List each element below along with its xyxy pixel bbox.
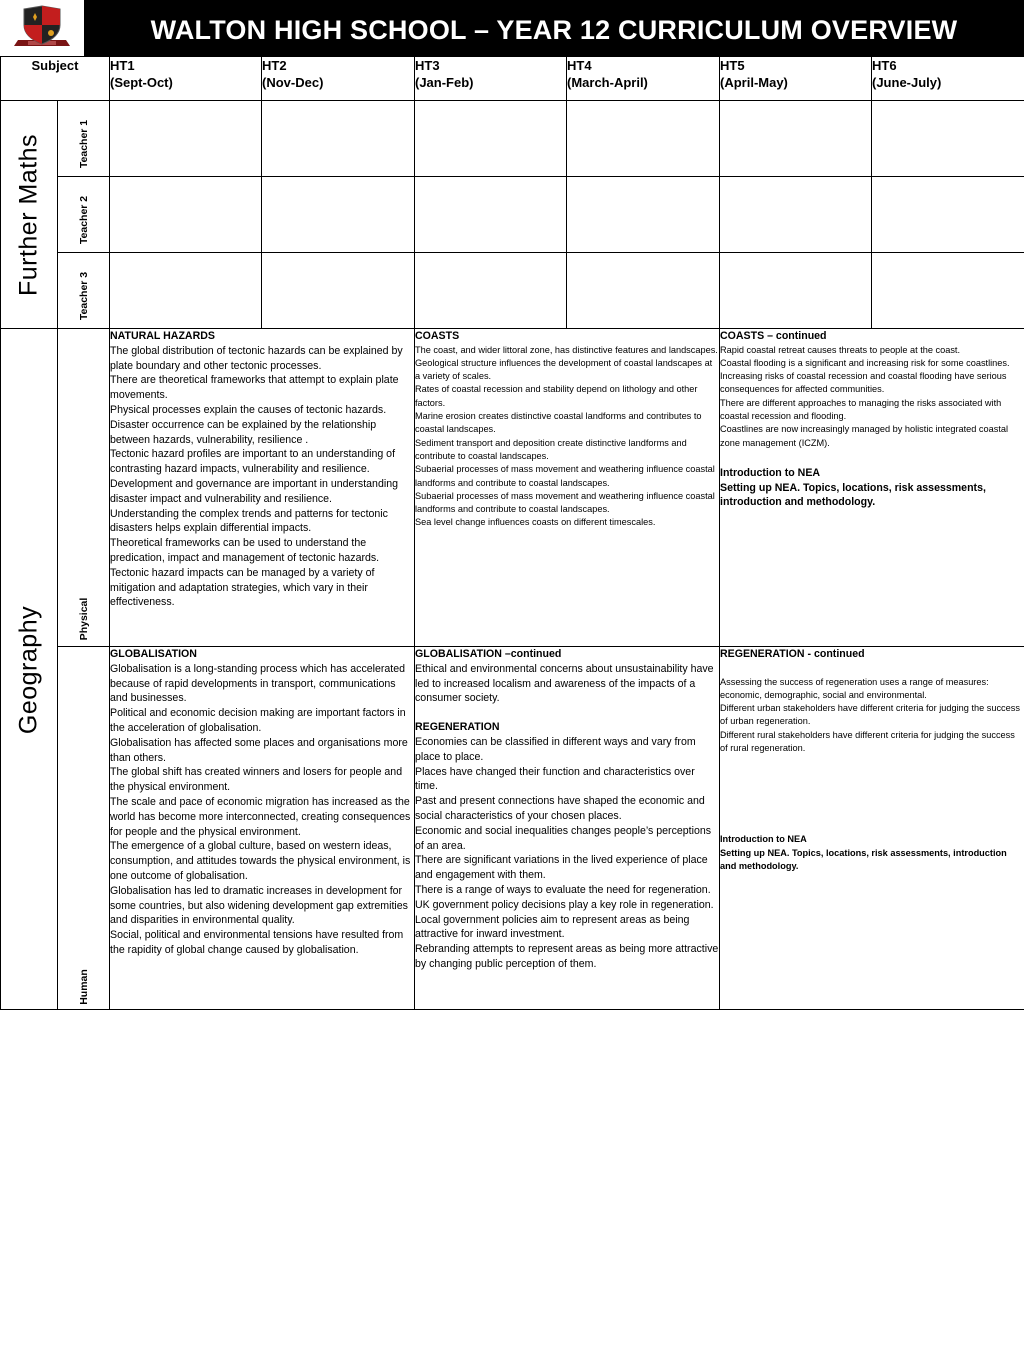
nea-text: Setting up NEA. Topics, locations, risk assessments, introduction and methodology. <box>720 481 986 509</box>
content-line: Coastal flooding is a significant and increasing risk for some coastlines. <box>720 357 1010 368</box>
content-line: Tectonic hazard impacts can be managed by a variety of mitigation and adaptation strategies, which vary in their effectiveness. <box>110 566 375 609</box>
content-line: Physical processes explain the causes of tectonic hazards. <box>110 403 387 416</box>
content-line: Development and governance are important in understanding disaster impact and vulnerability and resilience. <box>110 477 398 505</box>
ht4-column-header <box>567 57 720 101</box>
content-line: Past and present connections have shaped the economic and social characteristics of your chosen places. <box>415 795 705 822</box>
ht5-column-header <box>720 57 872 101</box>
timetable-cell <box>720 101 872 177</box>
content-line: Tectonic hazard profiles are important to an understanding of contrasting hazard impacts, vulnerability and resilience. <box>110 448 396 476</box>
timetable-cell <box>720 177 872 253</box>
content-line: Marine erosion creates distinctive coastal landforms and contributes to coastal landscapes. <box>415 411 702 435</box>
subject-label: Further Maths <box>14 133 43 297</box>
term-label: HT5 <box>720 58 745 73</box>
term-label: HT2 <box>262 58 287 73</box>
page-header <box>0 0 1024 56</box>
topic-heading: GLOBALISATION –continued <box>415 648 562 660</box>
content-line: Subaerial processes of mass movement and weathering influence coastal landforms and contribute to coastal landscapes. <box>415 490 715 515</box>
further-maths-subject-cell <box>1 101 58 329</box>
timetable-cell <box>872 101 1024 177</box>
content-line: Sea level change influences coasts on different timescales. <box>415 517 656 528</box>
page-title: WALTON HIGH SCHOOL – YEAR 12 CURRICULUM OVERVIEW <box>150 15 958 45</box>
term-label: HT1 <box>110 58 135 73</box>
term-label: HT3 <box>415 58 440 73</box>
physical-label-cell <box>58 329 110 647</box>
content-line: Places have changed their function and characteristics over time. <box>415 765 695 793</box>
teacher-label-cell <box>58 177 110 253</box>
content-line: Local government policies aim to represent areas as being attractive for inward investment. <box>415 913 690 941</box>
topic-heading: REGENERATION - continued <box>720 648 865 660</box>
nea-title: Introduction to NEA <box>720 834 807 845</box>
geography-subject-cell <box>1 329 58 1010</box>
timetable-cell <box>872 177 1024 253</box>
content-line: The scale and pace of economic migration has increased as the world has become more interconnected, creating consequences for people and the physical environment. <box>110 795 411 838</box>
content-line: Globalisation is a long-standing process which has accelerated because of rapid developments in transport, communications and businesses. <box>110 662 406 705</box>
term-dates: (March-April) <box>567 75 648 90</box>
content-line: There are different approaches to managing the risks associated with coastal recession and flooding. <box>720 397 1002 422</box>
topic-heading: COASTS – continued <box>720 330 827 342</box>
ht6-column-header <box>872 57 1024 101</box>
content-line: There is a range of ways to evaluate the need for regeneration. <box>415 883 711 896</box>
term-label: HT6 <box>872 58 897 73</box>
term-dates: (Jan-Feb) <box>415 75 474 90</box>
teacher-label: Teacher 1 <box>77 119 90 169</box>
timetable-cell <box>720 253 872 329</box>
content-line: Disaster occurrence can be explained by the relationship between hazards, vulnerability, resilience . <box>110 418 377 446</box>
timetable-cell <box>415 101 567 177</box>
school-crest-logo <box>0 0 84 56</box>
content-line: Rapid coastal retreat causes threats to people at the coast. <box>720 344 961 355</box>
ht2-column-header <box>262 57 415 101</box>
timetable-cell <box>567 101 720 177</box>
timetable-cell <box>262 177 415 253</box>
term-dates: (Sept-Oct) <box>110 75 173 90</box>
content-line: There are significant variations in the lived experience of place and engagement with them. <box>415 854 708 882</box>
topic-heading: REGENERATION <box>415 721 500 734</box>
term-dates: (Nov-Dec) <box>262 75 324 90</box>
timetable-cell <box>567 177 720 253</box>
content-line: Assessing the success of regeneration uses a range of measures: economic, demographic, social and environmental. <box>720 676 989 700</box>
timetable-cell <box>110 101 262 177</box>
strand-label: Human <box>77 969 90 1005</box>
teacher-label: Teacher 3 <box>77 271 90 321</box>
content-line: Different urban stakeholders have different criteria for judging the success of urban regeneration. <box>720 703 1020 727</box>
content-line: Rates of coastal recession and stability depend on lithology and other factors. <box>415 384 698 408</box>
term-dates: (April-May) <box>720 75 788 90</box>
curriculum-table <box>0 56 1024 1010</box>
coasts-continued-cell <box>720 329 1024 647</box>
content-line: The emergence of a global culture, based on western ideas, consumption, and attitudes towards the physical environment, is one outcome of globalisation. <box>110 840 411 882</box>
timetable-cell <box>110 177 262 253</box>
teacher-label: Teacher 2 <box>77 195 90 245</box>
term-dates: (June-July) <box>872 75 942 90</box>
content-line: Increasing risks of coastal recession and coastal flooding have serious consequences for affected communities. <box>720 371 1007 395</box>
content-line: Economic and social inequalities changes people’s perceptions of an area. <box>415 824 712 852</box>
subject-column-header: Subject <box>1 57 110 101</box>
content-line: The global distribution of tectonic hazards can be explained by plate boundary and other tectonic processes. <box>110 344 403 372</box>
content-line: Political and economic decision making are important factors in the acceleration of globalisation. <box>110 707 406 734</box>
content-line: Globalisation has affected some places and organisations more than others. <box>110 736 408 764</box>
topic-heading: COASTS <box>415 330 460 342</box>
further-maths-teacher-2-row <box>1 177 1024 253</box>
content-line: Subaerial processes of mass movement and weathering influence coastal landforms and contribute to coastal landscapes. <box>415 464 715 488</box>
content-line: Sediment transport and deposition create distinctive landforms and contribute to coastal landscapes. <box>415 437 687 461</box>
subject-label: Geography <box>14 605 43 735</box>
content-line: There are theoretical frameworks that attempt to explain plate movements. <box>110 374 399 402</box>
topic-heading: NATURAL HAZARDS <box>110 330 215 342</box>
nea-title: Introduction to NEA <box>720 466 821 479</box>
strand-label: Physical <box>77 597 90 641</box>
globalisation-continued-cell <box>415 647 720 1010</box>
further-maths-teacher-3-row <box>1 253 1024 329</box>
content-line: UK government policy decisions play a key role in regeneration. <box>415 898 714 911</box>
content-line: Understanding the complex trends and patterns for tectonic disasters helps explain differential impacts. <box>110 507 388 535</box>
content-line: Globalisation has led to dramatic increases in development for some countries, but also widening development gap extremities and disparities in environmental quality. <box>110 884 408 927</box>
geography-human-row <box>1 647 1024 1010</box>
human-label-cell <box>58 647 110 1010</box>
term-label: HT4 <box>567 58 592 73</box>
content-line: Social, political and environmental tensions have resulted from the rapidity of global change caused by globalisation. <box>110 929 404 956</box>
further-maths-teacher-1-row <box>1 101 1024 177</box>
content-line: Ethical and environmental concerns about unsustainability have led to increased localism and awareness of the impacts of a consumer society. <box>415 662 714 705</box>
natural-hazards-cell <box>110 329 415 647</box>
teacher-label-cell <box>58 101 110 177</box>
geography-physical-row <box>1 329 1024 647</box>
content-line: The coast, and wider littoral zone, has distinctive features and landscapes. <box>415 344 718 355</box>
ht3-column-header <box>415 57 567 101</box>
content-line: Theoretical frameworks can be used to understand the predication, impact and management of tectonic hazards. <box>110 537 380 564</box>
content-line: Different rural stakeholders have different criteria for judging the success of rural regeneration. <box>720 729 1015 754</box>
crest-icon <box>0 0 84 56</box>
timetable-cell <box>262 253 415 329</box>
content-line: Economies can be classified in different ways and vary from place to place. <box>415 735 696 763</box>
content-line: Coastlines are now increasingly managed by holistic integrated coastal zone management (ICZM). <box>720 424 1009 448</box>
topic-heading: GLOBALISATION <box>110 648 197 660</box>
teacher-label-cell <box>58 253 110 329</box>
header-row <box>1 57 1024 101</box>
coasts-cell <box>415 329 720 647</box>
content-line: The global shift has created winners and losers for people and the physical environment. <box>110 766 403 794</box>
timetable-cell <box>110 253 262 329</box>
timetable-cell <box>262 101 415 177</box>
timetable-cell <box>872 253 1024 329</box>
timetable-cell <box>415 253 567 329</box>
content-line: Rebranding attempts to represent areas as being more attractive by changing public perception of them. <box>415 943 719 970</box>
regeneration-continued-cell <box>720 647 1024 1010</box>
ht1-column-header <box>110 57 262 101</box>
globalisation-cell <box>110 647 415 1010</box>
timetable-cell <box>415 177 567 253</box>
content-line: Geological structure influences the development of coastal landscapes at a variety of scales. <box>415 357 713 382</box>
nea-text: Setting up NEA. Topics, locations, risk assessments, introduction and methodology. <box>720 847 1007 871</box>
timetable-cell <box>567 253 720 329</box>
